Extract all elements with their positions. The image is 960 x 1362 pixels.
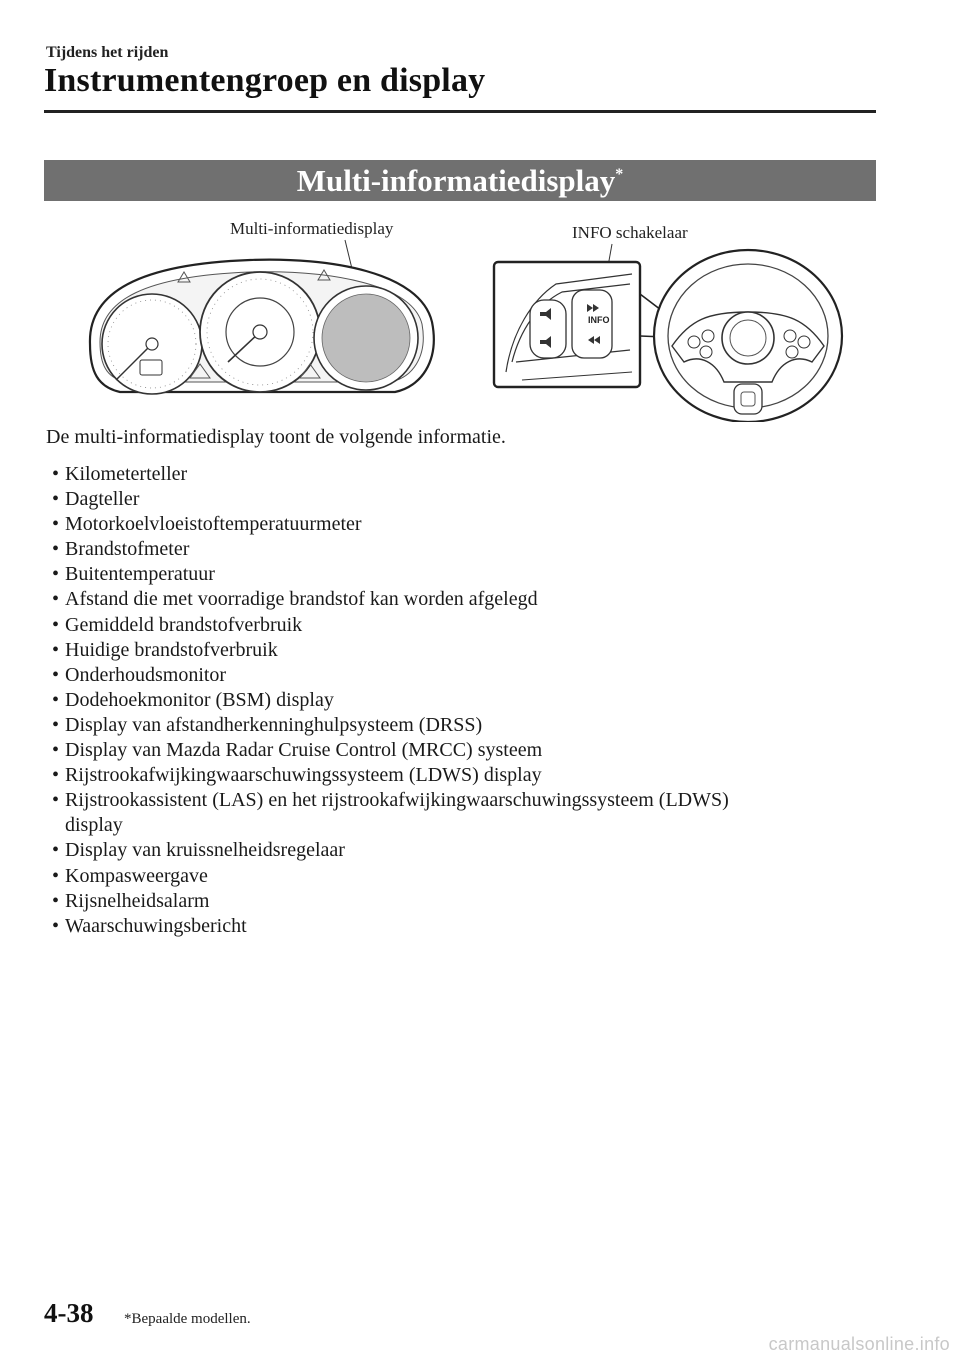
list-item: • Gemiddeld brandstofverbruik [52, 613, 303, 636]
list-item: • Buitentemperatuur [52, 563, 215, 586]
instrument-illustration [0, 212, 960, 422]
instrument-figure [0, 212, 960, 422]
list-item: • Kompasweergave [52, 864, 208, 887]
caption-info-switch: INFO schakelaar [572, 223, 688, 242]
list-item: • Waarschuwingsbericht [52, 914, 247, 937]
list-item: • Motorkoelvloeistoftemperatuurmeter [52, 513, 362, 536]
chapter-label: Tijdens het rijden [46, 44, 169, 61]
list-item: • Onderhoudsmonitor [52, 663, 227, 686]
list-item: • Display van kruissnelheidsregelaar [52, 839, 345, 862]
list-item: • Dodehoekmonitor (BSM) display [52, 688, 334, 711]
caption-multi-display: Multi-informatiedisplay [230, 219, 394, 238]
list-item: • Brandstofmeter [52, 538, 190, 561]
list-item: • Kilometerteller [52, 463, 188, 485]
info-list [52, 462, 852, 939]
info-switch-text: INFO [588, 315, 610, 325]
section-heading [44, 160, 876, 201]
list-item: • Afstand die met voorradige brandstof kan worden afgelegd [52, 588, 538, 611]
list-item: • Display van Mazda Radar Cruise Control (MRCC) systeem [52, 739, 543, 762]
list-item: • Rijstrookassistent (LAS) en het rijstrookafwijkingwaarschuwingssysteem (LDWS) display [52, 788, 852, 838]
page-title: Instrumentengroep en display [44, 62, 486, 99]
list-item: • Display van afstandherkenninghulpsysteem (DRSS) [52, 713, 483, 736]
list-item: • Dagteller [52, 488, 140, 511]
page-number: 4-38 [44, 1298, 94, 1328]
watermark: carmanualsonline.info [768, 1334, 950, 1354]
list-item: • Rijstrookafwijkingwaarschuwingssysteem (LDWS) display [52, 764, 542, 787]
section-title: Multi-informatiedisplay [296, 163, 616, 198]
list-item: • Rijsnelheidsalarm [52, 889, 210, 912]
intro-text: De multi-informatiedisplay toont de volgende informatie. [46, 426, 506, 448]
footnote: *Bepaalde modellen. [124, 1311, 251, 1327]
title-divider [44, 110, 876, 113]
footnote-mark: * [615, 166, 624, 183]
list-item: • Huidige brandstofverbruik [52, 638, 278, 661]
list-item-continuation: display [65, 814, 123, 837]
